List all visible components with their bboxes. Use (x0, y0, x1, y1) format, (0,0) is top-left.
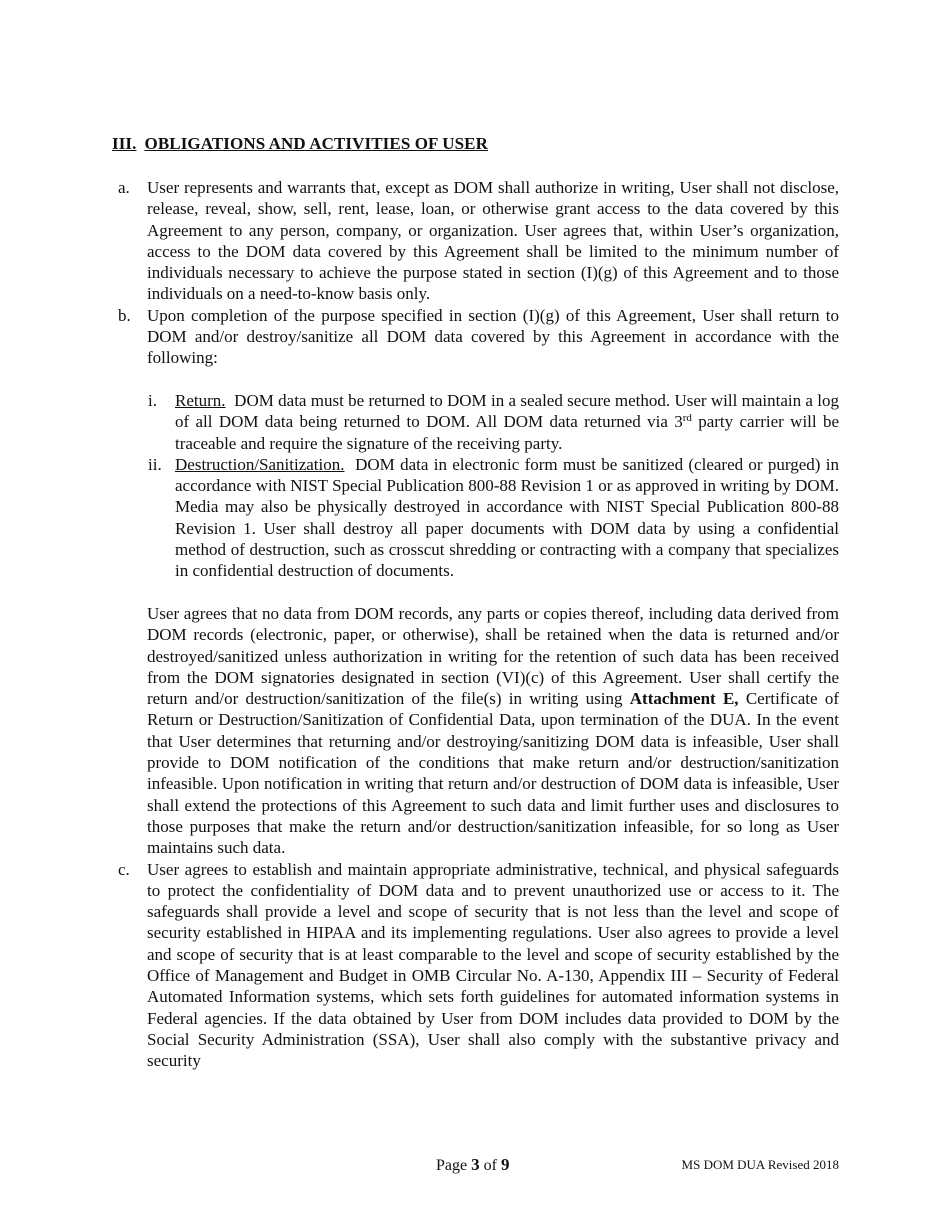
item-b-text: Upon completion of the purpose specified in section (I)(g) of this Agreement, User shall return to DOM and/or destroy/sanitize all DOM data covered by this Agreement in accordance with the following: (147, 305, 839, 368)
sub-i-text-end: party carrier will be traceable and require the signature of the receiving party. (175, 412, 839, 453)
sub-item-ii (112, 454, 839, 582)
sub-marker-i: i. (148, 390, 157, 410)
retention-text-start: User agrees that no data from DOM records, any parts or copies thereof, including data derived from DOM records (electronic, paper, or otherwise), shall be retained when the data is returned and/or destroyed/sanitized unless authorization in writing for the retention of such data has been received from the DOM signatories designated in section (VI)(c) of this Agreement. User shall certify the return and/or destruction/sanitization of the file(s) in writing using (147, 603, 839, 709)
page-of: of (483, 1157, 497, 1174)
section-title: OBLIGATIONS AND ACTIVITIES OF USER (144, 134, 488, 153)
list-item-a (112, 177, 839, 305)
list-marker-c: c. (118, 859, 130, 879)
sub-ii-text: DOM data in electronic form must be sanitized (cleared or purged) in accordance with NIST Special Publication 800-88 Revision 1 or as approved in writing by DOM. Media may also be physically destroyed in accordance with NIST Special Publication 800-88 Revision 1. User shall destroy all paper documents with DOM data by using a confidential method of destruction, such as crosscut shredding or contracting with a company that specializes in confidential destruction of documents. (175, 454, 840, 581)
sub-marker-ii: ii. (148, 454, 162, 474)
attachment-reference: Attachment E, (629, 689, 739, 709)
page-number (436, 1155, 509, 1175)
page-word: Page (436, 1157, 468, 1174)
ordinal-superscript: rd (682, 412, 692, 425)
retention-text-end: Certificate of Return or Destruction/Sanitization of Confidential Data, upon termination of the DUA. In the event that User determines that returning and/or destroying/sanitizing DOM data is infeasible, User shall provide to DOM notification of the conditions that make return and/or destruction/sanitization infeasible. Upon notification in writing that return and/or destruction of DOM data is infeasible, User shall extend the protections of this Agreement to such data and limit further uses and disclosures to those purposes that make the return and/or destruction/sanitization infeasible, for so long as User maintains such data. (147, 689, 840, 858)
item-a-text: User represents and warrants that, except as DOM shall authorize in writing, User shall not disclose, release, reveal, show, sell, rent, lease, loan, or otherwise grant access to the data covered by this Agreement to any person, company, or organization. User agrees that, within User’s organization, access to the DOM data covered by this Agreement shall be limited to the minimum number of individuals necessary to achieve the purpose stated in section (I)(g) of this Agreement and to those individuals on a need-to-know basis only. (147, 178, 839, 304)
list-marker-b: b. (118, 305, 131, 325)
section-number: III. (112, 134, 137, 153)
section-heading (112, 134, 488, 154)
item-c-text: User agrees to establish and maintain appropriate administrative, technical, and physical safeguards to protect the confidentiality of DOM data and to prevent unauthorized use or access to it. The safeguards shall provide a level and scope of security that is not less than the level and scope of security established in HIPAA and its implementing regulations. User also agrees to provide a level and scope of security that is at least comparable to the level and scope of security established by the Office of Management and Budget in OMB Circular No. A-130, Appendix III – Security of Federal Automated Information systems, which sets forth guidelines for automated information systems in Federal agencies. If the data obtained by User from DOM includes data provided to DOM by the Social Security Administration (SSA), User shall also comply with the substantive privacy and security (147, 859, 839, 1071)
sub-ii-label: Destruction/Sanitization. (175, 454, 345, 474)
list-item-c (112, 859, 839, 1072)
retention-paragraph (112, 603, 839, 859)
page-total: 9 (500, 1155, 510, 1174)
revision-note: MS DOM DUA Revised 2018 (681, 1157, 839, 1172)
document-body (112, 177, 839, 1071)
sub-item-i (112, 390, 839, 454)
list-marker-a: a. (118, 178, 130, 197)
sub-i-text: DOM data must be returned to DOM in a sealed secure method. User will maintain a log of all DOM data being returned to DOM. All DOM data returned via 3 (175, 390, 840, 432)
paragraph-gap (112, 369, 839, 390)
paragraph-gap (112, 582, 839, 603)
list-item-b (112, 305, 839, 369)
sub-i-label: Return. (175, 390, 226, 410)
page-current: 3 (471, 1155, 480, 1174)
